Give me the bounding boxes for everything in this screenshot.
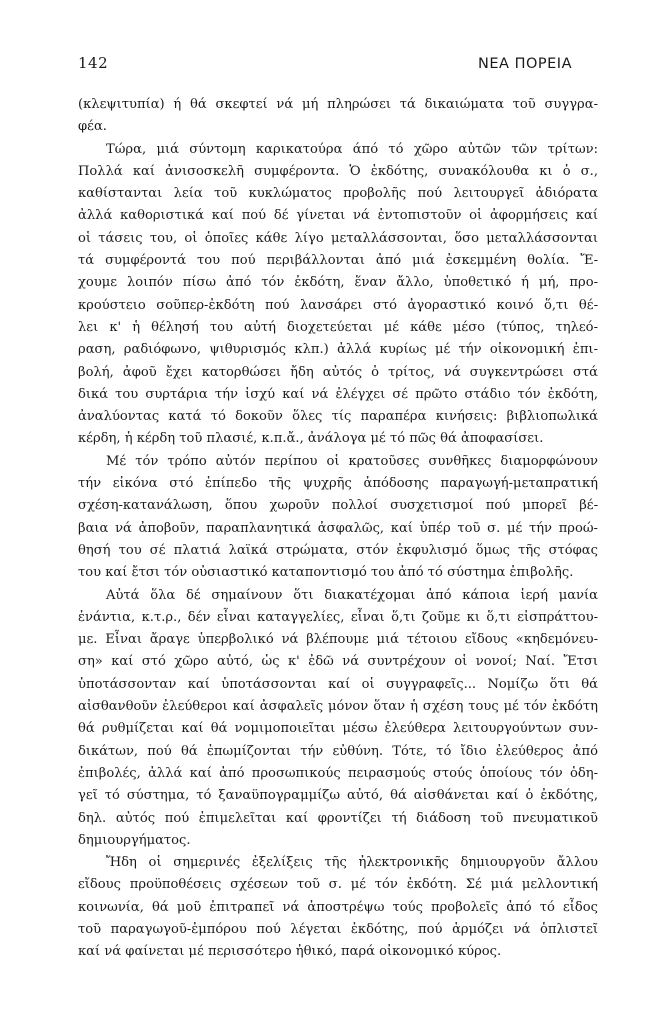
text-line: εἴδους προϋποθέσεις σχέσεων τοῦ σ. μέ τόν ἐκδότη. Σέ μιά μελλοντική bbox=[78, 877, 598, 893]
text-line: δημιουργήματος. bbox=[78, 832, 191, 848]
text-line: τήν εἰκόνα στό ἐπίπεδο τῆς ψυχρῆς ἀπόδοσης παραγωγή-μεταπρατική bbox=[78, 476, 598, 492]
text-line: ἐπιβολές, ἀλλά καί ἀπό προσωπικούς πειρασμούς στούς ὁποίους τόν ὁδη- bbox=[78, 765, 598, 781]
text-line: κρούστειο σοῦπερ-ἐκδότη πού λανσάρει στό ἀγοραστικό κοινό ὅ,τι θέ- bbox=[78, 297, 598, 313]
paragraph bbox=[78, 451, 598, 585]
text-line: θά ρυθμίζεται καί θά νομιμοποιεῖται μέσω ἐλεύθερα λειτουργούντων συν- bbox=[78, 721, 598, 737]
text-line: βαια νά ἀποβοῦν, παραπλανητικά ἀσφαλῶς, καί ὑπέρ τοῦ σ. μέ τήν προώ- bbox=[78, 520, 598, 536]
text-line: τά συμφέροντά του πού περιβάλλονται ἀπό μιά ἐσκεμμένη θολία. Ἔ- bbox=[78, 253, 598, 269]
text-line: τοῦ παραγωγοῦ-ἐμπόρου πού λέγεται ἐκδότης, πού ἁρμόζει νά ὁπλιστεῖ bbox=[78, 921, 598, 937]
text-line: Πολλά καί ἀνισοσκελῆ συμφέροντα. Ὁ ἐκδότης, συνακόλουθα κι ὁ σ., bbox=[78, 163, 598, 179]
text-line: αἰσθανθοῦν ἐλεύθεροι καί ἀσφαλεῖς μόνον ὅταν ἡ σχέση τους μέ τόν ἐκδότη bbox=[78, 699, 598, 715]
page-header bbox=[78, 54, 572, 72]
text-line: Αὐτά ὅλα δέ σημαίνουν ὅτι διακατέχομαι ἀπό κάποια ἱερή μανία bbox=[106, 587, 598, 603]
text-line: ἐνάντια, κ.τ.ρ., δέν εἶναι καταγγελίες, εἶναι ὅ,τι ζοῦμε κι ὅ,τι εἰσπράττου- bbox=[78, 609, 598, 625]
paragraph bbox=[78, 139, 598, 451]
text-line: ραση, ραδιόφωνο, ψιθυρισμός κλπ.) ἀλλά κυρίως μέ τήν οἰκονομική ἐπι- bbox=[78, 342, 598, 358]
text-line: κέρδη, ἡ κέρδη τοῦ πλασιέ, κ.π.ἄ., ἀνάλογα μέ τό πῶς θά ἀποφασίσει. bbox=[78, 431, 544, 447]
paragraph bbox=[78, 852, 598, 963]
text-line: σχέση-κατανάλωση, ὅπου χωροῦν πολλοί συσχετισμοί πού μπορεῖ βέ- bbox=[78, 498, 598, 514]
text-line: ἀλλά καθοριστικά καί πού δέ γίνεται νά ἐντοπιστοῦν οἱ ἀφορμήσεις καί bbox=[78, 208, 598, 224]
body-text bbox=[78, 94, 598, 964]
text-line: γεῖ τό σύστημα, τό ξαναϋπογραμμίζω αὐτό, θά αἰσθάνεται καί ὁ ἐκδότης, bbox=[78, 788, 598, 804]
text-line: δικά του συρτάρια τήν ἰσχύ καί νά ἐλέγχει σέ πρῶτο στάδιο τόν ἐκδότη, bbox=[78, 386, 598, 402]
page-number: 142 bbox=[78, 54, 109, 72]
text-line: ση» καί στό χῶρο αὐτό, ὡς κ' ἐδῶ νά συντρέχουν οἱ νονοί; Ναί. Ἔτσι bbox=[78, 654, 598, 670]
text-line: (κλεψιτυπία) ή θά σκεφτεί νά μή πληρώσει τά δικαιώματα τοῦ συγγρα- bbox=[78, 97, 598, 112]
text-line: οἱ τάσεις του, οἱ ὁποῖες κάθε λίγο μεταλλάσσονται, ὅσο μεταλλάσσονται bbox=[78, 230, 598, 246]
text-line: Μέ τόν τρόπο αὐτόν περίπου οἱ κρατοῦσες συνθῆκες διαμορφώνουν bbox=[106, 453, 598, 469]
text-line: κοινωνία, θά μοῦ ἐπιτραπεῖ νά ἀποστρέψω τούς προβολεῖς ἀπό τό εἶδος bbox=[78, 899, 598, 915]
text-line: φέα. bbox=[78, 119, 107, 135]
text-line: Τώρα, μιά σύντομη καρικατούρα άπό τό χῶρο αὐτῶν τῶν τρίτων: bbox=[106, 141, 598, 157]
text-line: δικάτων, πού θά ἐπωμίζονται τήν εὐθύνη. Τότε, τό ἴδιο ἐλεύθερος ἀπό bbox=[78, 743, 598, 759]
text-line: λει κ' ἡ θέλησή του αὐτή διοχετεύεται μέ κάθε μέσο (τύπος, τηλεό- bbox=[78, 319, 598, 335]
text-line: του καί ἔτσι τόν οὐσιαστικό καταποντισμό του ἀπό τό σύστημα ἐπιβολῆς. bbox=[78, 565, 574, 581]
running-title: ΝΕΑ ΠΟΡΕΙΑ bbox=[478, 56, 572, 72]
text-line: ἀναλύοντας κατά τό δοκοῦν ὅλες τίς παραπέρα κινήσεις: βιβλιοπωλικά bbox=[78, 409, 598, 425]
text-line: δηλ. αὐτός πού ἐπιμελεῖται καί φροντίζει τή διάδοση τοῦ πνευματικοῦ bbox=[78, 810, 598, 826]
text-line: βολή, ἀφοῦ ἔχει κατορθώσει ἤδη αὐτός ὁ τρίτος, νά συγκεντρώσει στά bbox=[78, 364, 598, 380]
text-line: καθίστανται λεία τοῦ κυκλώματος προβολῆς πού λειτουργεῖ ἀδιόρατα bbox=[78, 186, 598, 202]
text-line: με. Εἶναι ἄραγε ὑπερβολικό νά βλέπουμε μιά τέτοιου εἴδους «κηδεμόνευ- bbox=[78, 632, 598, 648]
text-line: χουμε λοιπόν πίσω ἀπό τόν ἐκδότη, ἕναν ἄλλο, ὑποθετικό ή μή, προ- bbox=[78, 275, 598, 291]
paragraph bbox=[78, 585, 598, 853]
paragraph bbox=[78, 94, 598, 139]
text-line: θησή του σέ πλατιά λαϊκά στρώματα, στόν ἐκφυλισμό ὅμως τῆς στόφας bbox=[78, 542, 598, 558]
text-line: Ἤδη οἱ σημερινές ἐξελίξεις τῆς ἠλεκτρονικῆς δημιουργοῦν ἄλλου bbox=[106, 855, 598, 871]
text-line: ὑποτάσσονταν καί ὑποτάσσονται καί οἱ συγγραφεῖς... Νομίζω ὅτι θά bbox=[78, 676, 598, 692]
text-line: καί νά φαίνεται μέ περισσότερο ἠθικό, παρά οἰκονομικό κύρος. bbox=[78, 944, 502, 960]
